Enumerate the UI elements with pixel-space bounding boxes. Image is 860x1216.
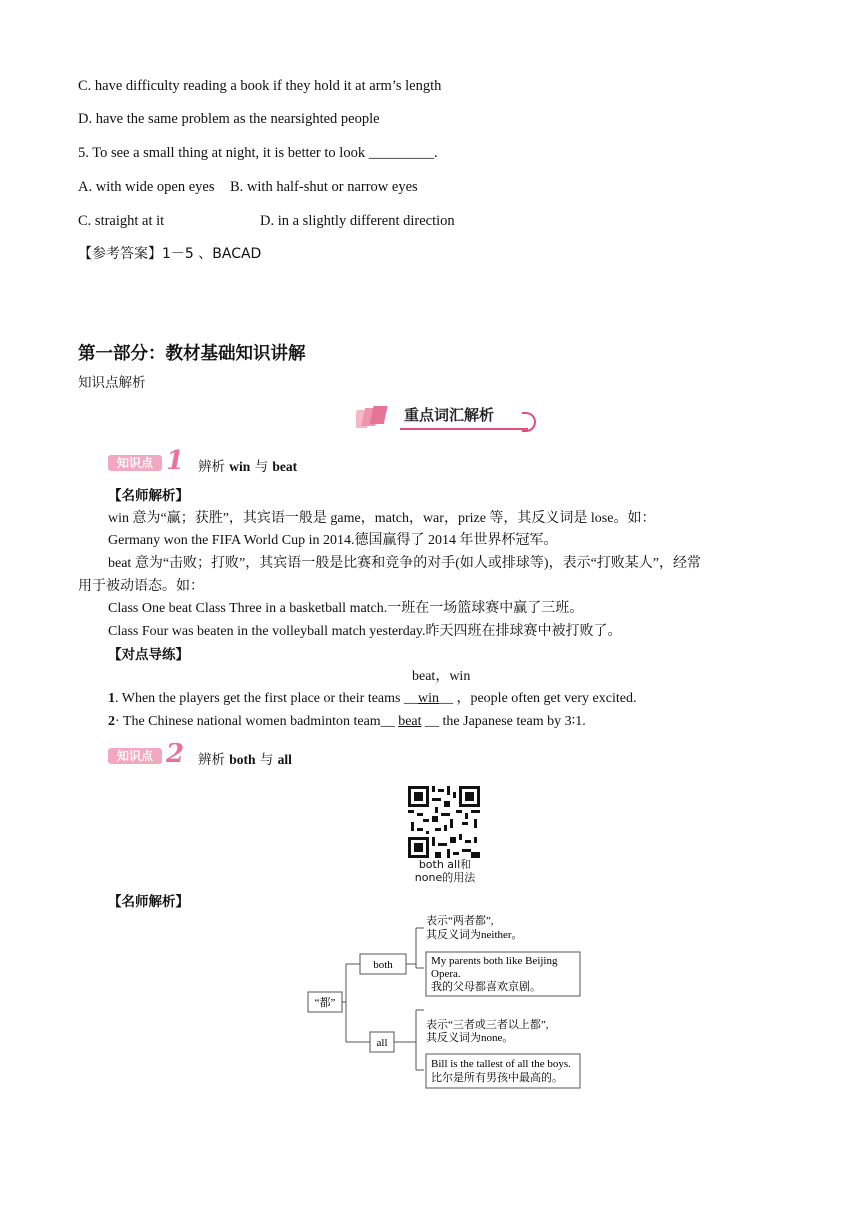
kp1-line-5: Class One beat Class Three in a basketball match.一班在一场篮球赛中赢了三班。 <box>108 601 584 616</box>
both-all-diagram <box>306 910 596 1094</box>
word-bank: beat，win <box>412 669 471 684</box>
section-banner <box>356 400 536 432</box>
question-5: 5. To see a small thing at night, it is better to look _________. <box>78 145 438 161</box>
practice-question-2: 2· The Chinese national women badminton team__ beat __ the Japanese team by 3∶1. <box>108 714 586 729</box>
practice-question-1: 1. When the players get the first place or their teams __win__ ，people often get very excited. <box>108 691 637 706</box>
diagram-both-example-1: My parents both like Beijing <box>431 955 558 967</box>
qr-caption: both all和 none的用法 <box>414 858 476 884</box>
option-4c: C. have difficulty reading a book if they hold it at arm’s length <box>78 78 442 94</box>
option-5d: D. in a slightly different direction <box>260 213 455 229</box>
diagram-all-note-1: 表示“三者或三者以上都”, <box>426 1019 549 1031</box>
answer-blank-1: win <box>417 691 439 706</box>
teacher-analysis-heading: 【名师解析】 <box>108 488 189 504</box>
part1-subheading: 知识点解析 <box>78 375 146 391</box>
kp1-line-6: Class Four was beaten in the volleyball match yesterday.昨天四班在排球赛中被打败了。 <box>108 624 622 639</box>
banner-underline <box>400 428 528 430</box>
kp1-line-1: win 意为“赢；获胜”，其宾语一般是 game，match，war，prize 等，其反义词是 lose。如： <box>108 511 656 526</box>
diagram-all-example-2: 比尔是所有男孩中最高的。 <box>431 1072 563 1084</box>
banner-curl <box>522 412 536 432</box>
option-5a: A. with wide open eyes <box>78 179 215 195</box>
kp1-line-4: 用于被动语态。如： <box>78 579 204 594</box>
kp1-line-3: beat 意为“击败；打败”，其宾语一般是比赛和竞争的对手(如人或排球等)，表示“打败某人”，经常 <box>108 556 701 571</box>
diagram-all: all <box>376 1037 388 1049</box>
option-5b: B. with half-shut or narrow eyes <box>230 179 418 195</box>
diagram-root: “都” <box>314 997 336 1009</box>
diagram-both-note-1: 表示“两者都”, <box>426 915 494 927</box>
diagram-both: both <box>373 959 393 971</box>
book-stack-icon <box>356 404 396 430</box>
option-5c: C. straight at it <box>78 213 165 229</box>
banner-title: 重点词汇解析 <box>404 406 495 424</box>
kp1-line-2: Germany won the FIFA World Cup in 2014.德国赢得了 2014 年世界杯冠军。 <box>108 533 558 548</box>
knowledge-point-number: 1 <box>166 446 185 476</box>
diagram-both-example-2: Opera. <box>431 968 461 980</box>
diagram-all-note-2: 其反义词为none。 <box>426 1032 514 1044</box>
knowledge-point-tag: 知识点 <box>108 748 162 764</box>
answer-blank-2: beat <box>398 714 422 729</box>
knowledge-point-tag: 知识点 <box>108 455 162 471</box>
knowledge-point-title: 辨析 win 与 beat <box>198 459 298 475</box>
diagram-both-example-3: 我的父母都喜欢京剧。 <box>431 981 541 993</box>
diagram-all-example-1: Bill is the tallest of all the boys. <box>431 1058 571 1070</box>
reference-answer: 【参考答案】1－5 、BACAD <box>78 246 262 262</box>
qr-code-icon <box>408 786 480 858</box>
knowledge-point-number: 2 <box>166 739 185 769</box>
teacher-analysis-heading-2: 【名师解析】 <box>108 894 189 910</box>
option-4d: D. have the same problem as the nearsighted people <box>78 111 380 127</box>
practice-heading: 【对点导练】 <box>108 647 189 663</box>
diagram-both-note-2: 其反义词为neither。 <box>426 929 523 941</box>
part1-heading: 第一部分：教材基础知识讲解 <box>78 344 306 364</box>
knowledge-point-title: 辨析 both 与 all <box>198 752 292 768</box>
